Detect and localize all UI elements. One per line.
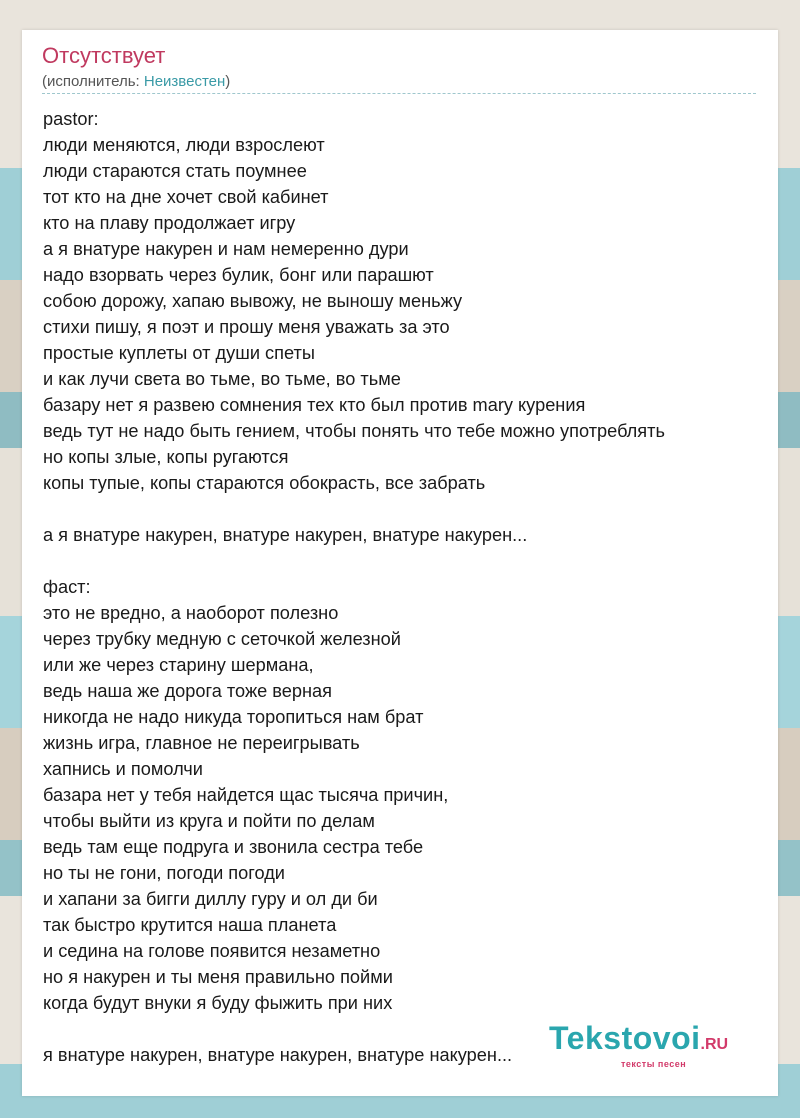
lyric-line: но я накурен и ты меня правильно пойми [43,967,393,987]
lyric-line: или же через старину шермана, [43,655,314,675]
lyric-line: через трубку медную с сеточкой железной [43,629,401,649]
lyric-line: люди меняются, люди взрослеют [43,135,325,155]
lyric-line: pastor: [43,109,99,129]
lyric-line: ведь тут не надо быть гением, чтобы понять что тебе можно употреблять [43,421,665,441]
performer-suffix: ) [225,73,231,90]
performer-link[interactable]: Неизвестен [143,73,226,90]
divider [42,93,756,94]
lyrics-text [43,106,768,1068]
lyric-line: но копы злые, копы ругаются [43,447,289,467]
lyric-line: а я внатуре накурен и нам немеренно дури [43,239,409,259]
lyric-line: и хапани за бигги диллу гуру и ол ди би [43,889,378,909]
lyric-line: а я внатуре накурен, внатуре накурен, внатуре накурен... [43,525,528,545]
lyric-line: копы тупые, копы стараются обокрасть, все забрать [43,473,486,493]
stanza-break [43,496,768,522]
lyric-line: хапнись и помолчи [43,759,203,779]
lyric-line: базару нет я развею сомнения тех кто был против mary курения [43,395,586,415]
logo-tagline: тексты песен [621,1059,687,1069]
site-logo[interactable] [549,1020,729,1069]
lyric-line: собою дорожу, хапаю вывожу, не выношу меньжу [43,291,463,311]
lyric-line: фаст: [43,577,91,597]
lyric-line: никогда не надо никуда торопиться нам брат [43,707,424,727]
stanza-break [43,548,768,574]
lyrics-card [22,30,778,1096]
lyric-line: когда будут внуки я буду фыжить при них [43,993,393,1013]
lyric-line: кто на плаву продолжает игру [43,213,296,233]
lyric-line: жизнь игра, главное не переигрывать [43,733,360,753]
lyric-line: простые куплеты от души спеты [43,343,315,363]
logo-wordmark: Tekstovoi [549,1020,701,1056]
lyric-line: люди стараются стать поумнее [43,161,307,181]
lyric-line: так быстро крутится наша планета [43,915,337,935]
lyric-line: базара нет у тебя найдется щас тысяча причин, [43,785,449,805]
performer-prefix: (исполнитель: [42,73,144,90]
lyric-line: и седина на голове появится незаметно [43,941,381,961]
logo-domain: .RU [700,1036,729,1053]
lyric-line: это не вредно, а наоборот полезно [43,603,339,623]
lyric-line: я внатуре накурен, внатуре накурен, внатуре накурен... [43,1045,513,1065]
lyric-line: но ты не гони, погоди погоди [43,863,285,883]
lyric-line: надо взорвать через булик, бонг или парашют [43,265,434,285]
lyric-line: чтобы выйти из круга и пойти по делам [43,811,375,831]
song-title: Отсутствует [42,43,166,68]
lyric-line: тот кто на дне хочет свой кабинет [43,187,329,207]
lyric-line: ведь наша же дорога тоже верная [43,681,332,701]
lyric-line: и как лучи света во тьме, во тьме, во тьме [43,369,401,389]
lyric-line: стихи пишу, я поэт и прошу меня уважать за это [43,317,450,337]
lyric-line: ведь там еще подруга и звонила сестра тебе [43,837,424,857]
performer-line [42,73,230,90]
